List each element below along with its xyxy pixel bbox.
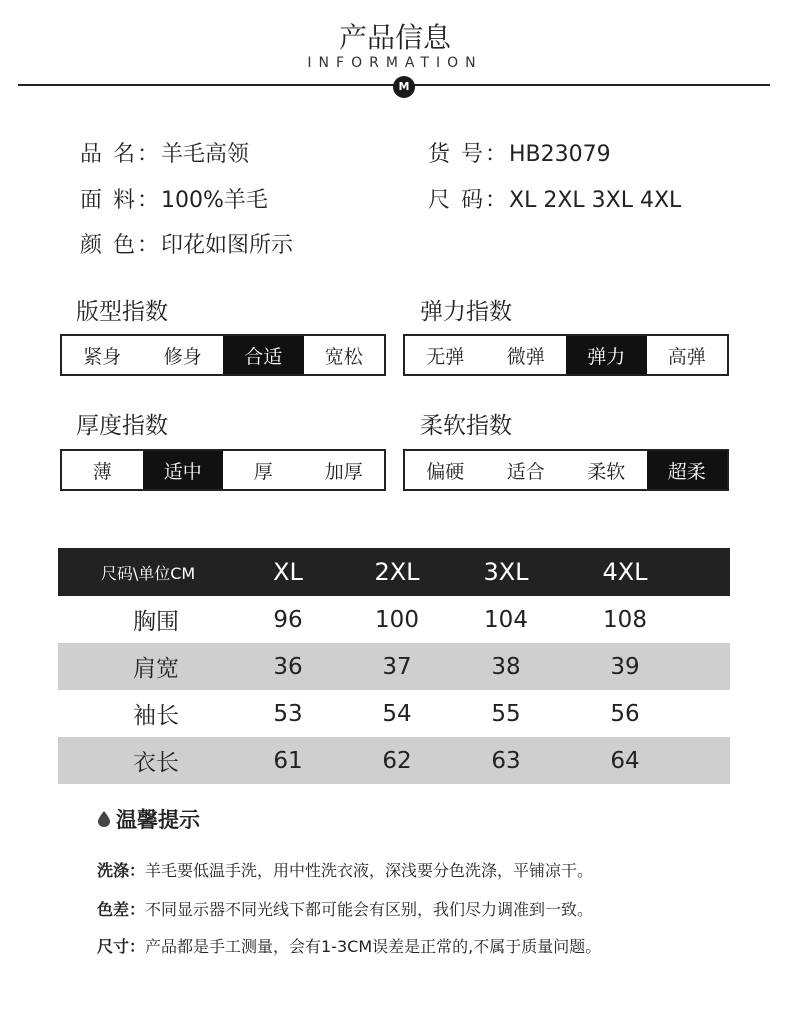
page-title: 产品信息 (338, 21, 451, 54)
elasticity-index-title: 弹力指数 (420, 299, 512, 325)
table-row (58, 596, 730, 643)
table-cell: 37 (382, 653, 412, 680)
tip-text: 产品都是手工测量，会有1-3CM误差是正常的,不属于质量问题。 (145, 937, 602, 956)
table-cell: 61 (273, 747, 303, 774)
info-fabric-value: 100%羊毛 (161, 188, 268, 213)
header-cell: 尺码\单位CM (100, 563, 196, 583)
drop-icon (98, 811, 110, 827)
softness-option: 偏硬 (426, 460, 465, 483)
table-cell: 96 (273, 606, 303, 633)
table-cell: 36 (273, 653, 303, 680)
fit-index-title: 版型指数 (76, 299, 168, 325)
elasticity-option: 高弹 (667, 345, 706, 368)
softness-option: 柔软 (587, 460, 626, 483)
info-size (428, 183, 681, 214)
size-table (58, 548, 730, 784)
tip-text: 羊毛要低温手洗，用中性洗衣液，深浅要分色洗涤，平铺凉干。 (145, 861, 594, 880)
row-label: 肩宽 (133, 656, 179, 682)
table-row (58, 690, 730, 737)
table-cell: 63 (491, 747, 521, 774)
table-cell: 53 (273, 700, 303, 727)
header-cell: 4XL (602, 558, 648, 586)
row-label: 袖长 (133, 703, 179, 729)
tip-size (97, 934, 601, 957)
info-size-label: 尺 码： (428, 188, 509, 213)
row-label: 衣长 (133, 750, 179, 776)
elasticity-option: 弹力 (566, 336, 647, 374)
table-cell: 62 (382, 747, 412, 774)
table-cell: 56 (610, 700, 640, 727)
softness-index-title: 柔软指数 (420, 413, 512, 439)
header-cell: 3XL (483, 558, 529, 586)
table-row (58, 737, 730, 784)
elasticity-option: 微弹 (506, 345, 545, 368)
table-cell: 104 (484, 606, 528, 633)
info-name-value: 羊毛高领 (161, 142, 250, 167)
table-cell: 64 (610, 747, 640, 774)
elasticity-option: 无弹 (426, 345, 465, 368)
table-cell: 100 (375, 606, 419, 633)
tip-washing (97, 858, 593, 881)
info-size-value: XL 2XL 3XL 4XL (509, 188, 682, 213)
page-subtitle: INFORMATION (307, 55, 483, 71)
info-name-label: 品 名： (80, 142, 161, 167)
info-item-no-label: 货 号： (428, 142, 509, 167)
info-color-label: 颜 色： (80, 233, 161, 258)
row-label: 胸围 (133, 609, 179, 635)
tip-label: 尺寸： (97, 937, 146, 956)
fit-index-scale (60, 334, 386, 376)
thickness-index-title: 厚度指数 (76, 413, 168, 439)
softness-option: 适合 (506, 460, 545, 483)
table-cell: 55 (491, 700, 521, 727)
thickness-index-scale (60, 449, 386, 491)
table-row (58, 643, 730, 690)
fit-option: 宽松 (324, 345, 363, 368)
info-name (80, 137, 249, 168)
elasticity-index-scale (403, 334, 729, 376)
header-badge: M (393, 76, 415, 98)
size-table-header (58, 548, 730, 596)
fit-option: 合适 (223, 336, 304, 374)
info-fabric-label: 面 料： (80, 188, 161, 213)
fit-option: 修身 (163, 345, 202, 368)
table-cell: 38 (491, 653, 521, 680)
thickness-option: 加厚 (324, 460, 363, 483)
tip-color-difference (97, 897, 593, 920)
softness-index-scale (403, 449, 729, 491)
info-fabric (80, 183, 268, 214)
table-cell: 108 (603, 606, 647, 633)
header-cell: XL (273, 558, 303, 586)
fit-option: 紧身 (83, 345, 122, 368)
tips-title (98, 804, 200, 834)
info-item-no-value: HB23079 (509, 142, 611, 167)
info-color (80, 228, 293, 259)
thickness-option: 薄 (92, 460, 112, 483)
info-color-value: 印花如图所示 (161, 233, 294, 258)
info-item-no (428, 137, 611, 168)
table-cell: 39 (610, 653, 640, 680)
softness-option: 超柔 (647, 451, 728, 489)
tip-label: 色差： (97, 900, 146, 919)
thickness-option: 厚 (253, 460, 273, 483)
header-cell: 2XL (374, 558, 420, 586)
table-cell: 54 (382, 700, 412, 727)
tip-label: 洗涤： (97, 861, 146, 880)
tips-title-text: 温馨提示 (116, 808, 200, 832)
thickness-option: 适中 (143, 451, 224, 489)
tip-text: 不同显示器不同光线下都可能会有区别，我们尽力调准到一致。 (145, 900, 594, 919)
